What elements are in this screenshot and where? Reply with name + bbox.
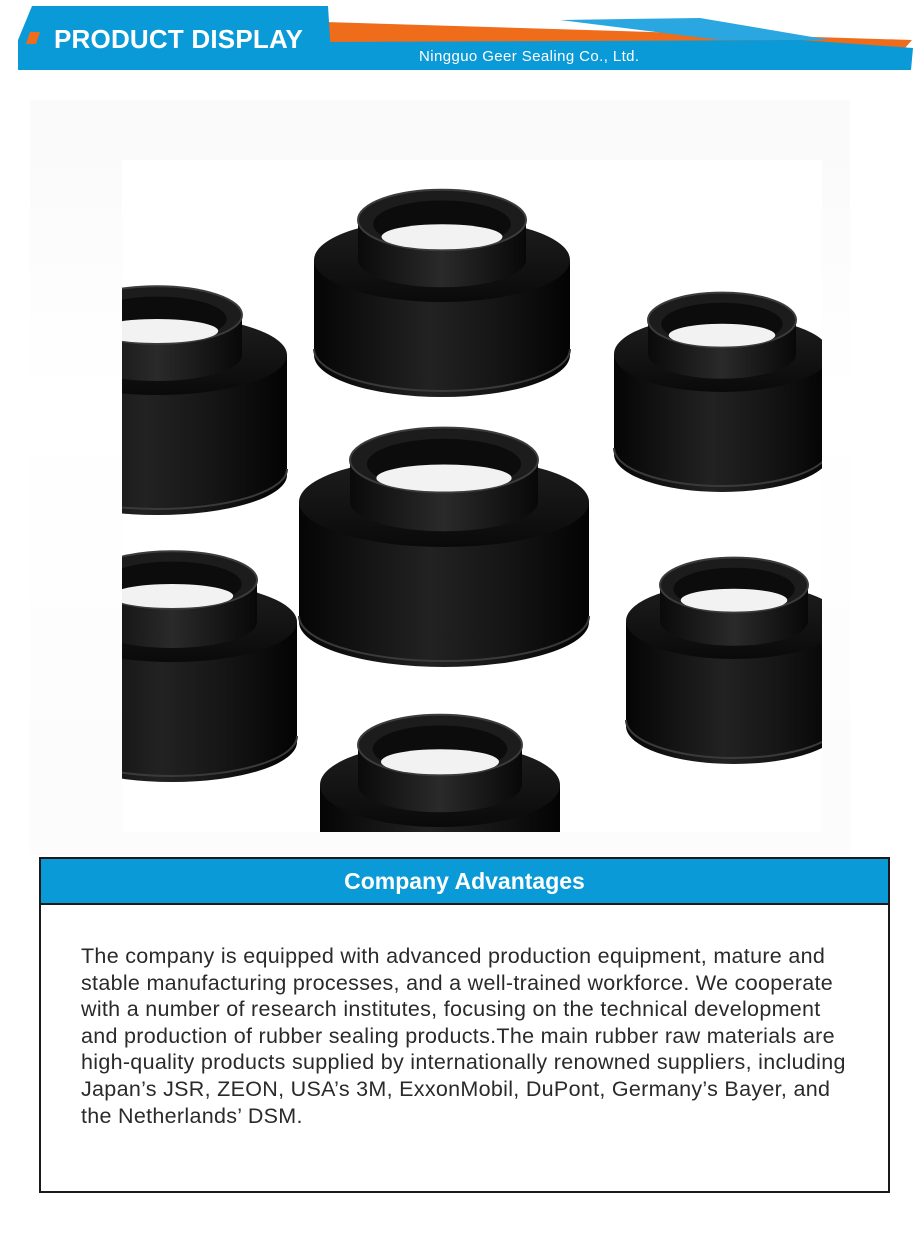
advantages-title: Company Advantages [344,868,585,894]
company-advantages-panel [39,857,890,1193]
advantages-header [41,859,888,905]
page-title: PRODUCT DISPLAY [54,24,304,54]
advantages-text: The company is equipped with advanced production equipment, mature and stable manufacturing processes, and a well-trained workforce. We cooperate with a number of research institutes, focusing on the technical development and production of rubber sealing products.The main rubber raw materials are high-quality products supplied by internationally renowned suppliers, including Japan’s JSR, ZEON, USA’s 3M, ExxonMobil, DuPont, Germany’s Bayer, and the Netherlands’ DSM. [81,944,846,1128]
header-banner [0,0,915,80]
product-photo [122,160,822,832]
rubber-seal [314,190,570,397]
company-name: Ningguo Geer Sealing Co., Ltd. [419,48,640,65]
rubber-seal [122,286,287,515]
rubber-seals-image [122,160,822,832]
rubber-seal [299,428,589,667]
rubber-seal [626,558,822,764]
rubber-seal [614,293,822,492]
rubber-seal [320,715,560,832]
rubber-seal [122,551,297,782]
